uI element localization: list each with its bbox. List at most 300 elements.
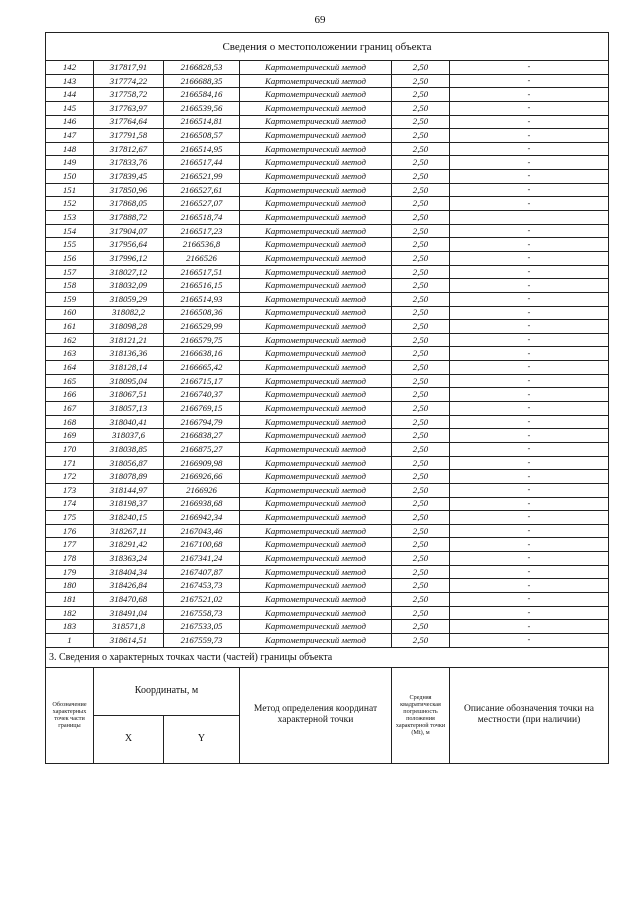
- accuracy: 2,50: [392, 347, 450, 361]
- accuracy: 2,50: [392, 524, 450, 538]
- accuracy: 2,50: [392, 565, 450, 579]
- coord-y: 2167521,02: [164, 592, 240, 606]
- point-number: 156: [46, 251, 94, 265]
- description: -: [450, 552, 609, 566]
- coord-x: 318491,04: [94, 606, 164, 620]
- method: Картометрический метод: [240, 374, 392, 388]
- table-row: [46, 61, 609, 75]
- description: -: [450, 265, 609, 279]
- accuracy: 2,50: [392, 211, 450, 225]
- coord-x: 317763,97: [94, 101, 164, 115]
- method: Картометрический метод: [240, 415, 392, 429]
- coord-x: 318198,37: [94, 497, 164, 511]
- method: Картометрический метод: [240, 101, 392, 115]
- coord-y: 2166521,99: [164, 170, 240, 184]
- point-number: 174: [46, 497, 94, 511]
- coord-y: 2167043,46: [164, 524, 240, 538]
- table-row: [46, 456, 609, 470]
- coord-x: 318032,09: [94, 279, 164, 293]
- point-number: 167: [46, 402, 94, 416]
- coord-y: 2166517,23: [164, 224, 240, 238]
- description: -: [450, 61, 609, 75]
- accuracy: 2,50: [392, 374, 450, 388]
- accuracy: 2,50: [392, 633, 450, 647]
- table-row: [46, 292, 609, 306]
- header-coordinates: Координаты, м: [94, 667, 240, 715]
- table-row: [46, 402, 609, 416]
- coord-y: 2166794,79: [164, 415, 240, 429]
- method: Картометрический метод: [240, 552, 392, 566]
- coord-y: 2166516,15: [164, 279, 240, 293]
- coord-y: 2166584,16: [164, 88, 240, 102]
- method: Картометрический метод: [240, 388, 392, 402]
- method: Картометрический метод: [240, 497, 392, 511]
- method: Картометрический метод: [240, 592, 392, 606]
- table-row: [46, 238, 609, 252]
- accuracy: 2,50: [392, 115, 450, 129]
- coord-y: 2166539,56: [164, 101, 240, 115]
- coord-x: 318291,42: [94, 538, 164, 552]
- description: -: [450, 633, 609, 647]
- accuracy: 2,50: [392, 251, 450, 265]
- boundary-table: [45, 32, 609, 648]
- table-row: [46, 538, 609, 552]
- accuracy: 2,50: [392, 606, 450, 620]
- description: -: [450, 388, 609, 402]
- point-number: 144: [46, 88, 94, 102]
- coord-y: 2166514,93: [164, 292, 240, 306]
- accuracy: 2,50: [392, 197, 450, 211]
- coord-x: 318038,85: [94, 442, 164, 456]
- table-title: Сведения о местоположении границ объекта: [46, 33, 609, 61]
- accuracy: 2,50: [392, 142, 450, 156]
- coord-y: 2166740,37: [164, 388, 240, 402]
- table-row: [46, 565, 609, 579]
- description: -: [450, 579, 609, 593]
- method: Картометрический метод: [240, 224, 392, 238]
- coord-x: 317956,64: [94, 238, 164, 252]
- coord-y: 2167341,24: [164, 552, 240, 566]
- table-row: [46, 320, 609, 334]
- table-row: [46, 361, 609, 375]
- point-number: 150: [46, 170, 94, 184]
- point-number: 170: [46, 442, 94, 456]
- method: Картометрический метод: [240, 238, 392, 252]
- coord-y: 2166938,68: [164, 497, 240, 511]
- coord-x: 317791,58: [94, 129, 164, 143]
- point-number: 142: [46, 61, 94, 75]
- coord-y: 2166527,07: [164, 197, 240, 211]
- table-row: [46, 265, 609, 279]
- description: -: [450, 224, 609, 238]
- point-number: 162: [46, 333, 94, 347]
- point-number: 153: [46, 211, 94, 225]
- coord-y: 2166909,98: [164, 456, 240, 470]
- coord-y: 2166769,15: [164, 402, 240, 416]
- point-number: 159: [46, 292, 94, 306]
- point-number: 178: [46, 552, 94, 566]
- table-row: [46, 224, 609, 238]
- coord-y: 2167100,68: [164, 538, 240, 552]
- point-number: 161: [46, 320, 94, 334]
- point-number: 143: [46, 74, 94, 88]
- point-number: 151: [46, 183, 94, 197]
- point-number: 154: [46, 224, 94, 238]
- accuracy: 2,50: [392, 292, 450, 306]
- description: -: [450, 402, 609, 416]
- coord-x: 317812,67: [94, 142, 164, 156]
- description: -: [450, 156, 609, 170]
- method: Картометрический метод: [240, 211, 392, 225]
- accuracy: 2,50: [392, 320, 450, 334]
- table-row: [46, 633, 609, 647]
- method: Картометрический метод: [240, 61, 392, 75]
- point-number: 164: [46, 361, 94, 375]
- point-number: 179: [46, 565, 94, 579]
- method: Картометрический метод: [240, 170, 392, 184]
- point-number: 175: [46, 511, 94, 525]
- table-row: [46, 347, 609, 361]
- coord-x: 317774,22: [94, 74, 164, 88]
- method: Картометрический метод: [240, 279, 392, 293]
- point-number: 180: [46, 579, 94, 593]
- table-row: [46, 483, 609, 497]
- accuracy: 2,50: [392, 183, 450, 197]
- description: -: [450, 347, 609, 361]
- table-row: [46, 429, 609, 443]
- point-number: 176: [46, 524, 94, 538]
- coord-x: 318059,29: [94, 292, 164, 306]
- coord-x: 318363,24: [94, 552, 164, 566]
- accuracy: 2,50: [392, 279, 450, 293]
- accuracy: 2,50: [392, 470, 450, 484]
- coord-y: 2166926: [164, 483, 240, 497]
- coord-y: 2167533,05: [164, 620, 240, 634]
- method: Картометрический метод: [240, 470, 392, 484]
- point-number: 158: [46, 279, 94, 293]
- coord-x: 318571,8: [94, 620, 164, 634]
- table-row: [46, 101, 609, 115]
- accuracy: 2,50: [392, 156, 450, 170]
- accuracy: 2,50: [392, 61, 450, 75]
- table-row: [46, 279, 609, 293]
- method: Картометрический метод: [240, 606, 392, 620]
- accuracy: 2,50: [392, 442, 450, 456]
- coord-x: 317996,12: [94, 251, 164, 265]
- accuracy: 2,50: [392, 415, 450, 429]
- coord-x: 318082,2: [94, 306, 164, 320]
- accuracy: 2,50: [392, 592, 450, 606]
- point-number: 165: [46, 374, 94, 388]
- method: Картометрический метод: [240, 265, 392, 279]
- coord-x: 318098,28: [94, 320, 164, 334]
- coord-x: 318056,87: [94, 456, 164, 470]
- coord-x: 318470,68: [94, 592, 164, 606]
- table-row: [46, 579, 609, 593]
- accuracy: 2,50: [392, 402, 450, 416]
- accuracy: 2,50: [392, 306, 450, 320]
- description: -: [450, 524, 609, 538]
- header-description: Описание обозначения точки на местности (при наличии): [450, 667, 609, 763]
- method: Картометрический метод: [240, 620, 392, 634]
- method: Картометрический метод: [240, 511, 392, 525]
- table-row: [46, 592, 609, 606]
- description: -: [450, 238, 609, 252]
- table-row: [46, 129, 609, 143]
- coord-x: 318267,11: [94, 524, 164, 538]
- accuracy: 2,50: [392, 238, 450, 252]
- coord-y: 2166517,44: [164, 156, 240, 170]
- coord-x: 318037,6: [94, 429, 164, 443]
- coord-y: 2166514,95: [164, 142, 240, 156]
- description: -: [450, 170, 609, 184]
- description: -: [450, 320, 609, 334]
- method: Картометрический метод: [240, 633, 392, 647]
- description: -: [450, 115, 609, 129]
- point-number: 166: [46, 388, 94, 402]
- coord-y: 2166529,99: [164, 320, 240, 334]
- table-row: [46, 115, 609, 129]
- point-number: 169: [46, 429, 94, 443]
- description: -: [450, 306, 609, 320]
- header-x: X: [94, 715, 164, 763]
- method: Картометрический метод: [240, 156, 392, 170]
- description: -: [450, 374, 609, 388]
- description: -: [450, 511, 609, 525]
- table-row: [46, 442, 609, 456]
- coord-x: 317904,07: [94, 224, 164, 238]
- accuracy: 2,50: [392, 456, 450, 470]
- coord-x: 318404,34: [94, 565, 164, 579]
- table-row: [46, 74, 609, 88]
- method: Картометрический метод: [240, 565, 392, 579]
- table-row: [46, 142, 609, 156]
- table-row: [46, 388, 609, 402]
- description: -: [450, 470, 609, 484]
- description: -: [450, 279, 609, 293]
- coord-x: 317839,45: [94, 170, 164, 184]
- coord-y: 2166875,27: [164, 442, 240, 456]
- table-row: [46, 251, 609, 265]
- table-row: [46, 211, 609, 225]
- coord-y: 2166517,51: [164, 265, 240, 279]
- point-number: 163: [46, 347, 94, 361]
- method: Картометрический метод: [240, 442, 392, 456]
- accuracy: 2,50: [392, 88, 450, 102]
- method: Картометрический метод: [240, 456, 392, 470]
- coord-y: 2166838,27: [164, 429, 240, 443]
- table-row: [46, 470, 609, 484]
- description: -: [450, 620, 609, 634]
- description: -: [450, 251, 609, 265]
- table-row: [46, 374, 609, 388]
- coord-x: 317817,91: [94, 61, 164, 75]
- method: Картометрический метод: [240, 347, 392, 361]
- coord-x: 317850,96: [94, 183, 164, 197]
- header-point-designation: Обозначение характерных точек части границы: [46, 667, 94, 763]
- accuracy: 2,50: [392, 620, 450, 634]
- coord-y: 2166926,66: [164, 470, 240, 484]
- method: Картометрический метод: [240, 429, 392, 443]
- method: Картометрический метод: [240, 197, 392, 211]
- method: Картометрический метод: [240, 320, 392, 334]
- table-row: [46, 197, 609, 211]
- point-number: 181: [46, 592, 94, 606]
- coord-x: 317758,72: [94, 88, 164, 102]
- accuracy: 2,50: [392, 224, 450, 238]
- description: -: [450, 483, 609, 497]
- method: Картометрический метод: [240, 88, 392, 102]
- description: -: [450, 333, 609, 347]
- method: Картометрический метод: [240, 333, 392, 347]
- coord-y: 2166526: [164, 251, 240, 265]
- coord-y: 2166665,42: [164, 361, 240, 375]
- coord-x: 318078,89: [94, 470, 164, 484]
- method: Картометрический метод: [240, 183, 392, 197]
- description: -: [450, 429, 609, 443]
- point-number: 160: [46, 306, 94, 320]
- table-row: [46, 183, 609, 197]
- point-number: 173: [46, 483, 94, 497]
- coord-x: 318027,12: [94, 265, 164, 279]
- table-row: [46, 620, 609, 634]
- method: Картометрический метод: [240, 483, 392, 497]
- coord-x: 318426,84: [94, 579, 164, 593]
- description: -: [450, 74, 609, 88]
- coord-y: 2166508,36: [164, 306, 240, 320]
- coord-y: 2167558,73: [164, 606, 240, 620]
- header-y: Y: [164, 715, 240, 763]
- description: -: [450, 565, 609, 579]
- method: Картометрический метод: [240, 129, 392, 143]
- description: -: [450, 415, 609, 429]
- accuracy: 2,50: [392, 129, 450, 143]
- coord-y: 2166536,8: [164, 238, 240, 252]
- accuracy: 2,50: [392, 74, 450, 88]
- table-row: [46, 552, 609, 566]
- method: Картометрический метод: [240, 306, 392, 320]
- point-number: 152: [46, 197, 94, 211]
- method: Картометрический метод: [240, 579, 392, 593]
- accuracy: 2,50: [392, 552, 450, 566]
- description: -: [450, 361, 609, 375]
- document-frame: [45, 32, 608, 764]
- coord-x: 318240,15: [94, 511, 164, 525]
- point-number: 168: [46, 415, 94, 429]
- table-row: [46, 511, 609, 525]
- coord-x: 317868,05: [94, 197, 164, 211]
- table-row: [46, 497, 609, 511]
- coord-y: 2166508,57: [164, 129, 240, 143]
- header-method: Метод определения координат характерной точки: [240, 667, 392, 763]
- description: -: [450, 592, 609, 606]
- coord-y: 2166828,53: [164, 61, 240, 75]
- description: -: [450, 142, 609, 156]
- accuracy: 2,50: [392, 429, 450, 443]
- description: -: [450, 183, 609, 197]
- description: -: [450, 456, 609, 470]
- point-number: 177: [46, 538, 94, 552]
- point-number: 171: [46, 456, 94, 470]
- accuracy: 2,50: [392, 538, 450, 552]
- coord-x: 318128,14: [94, 361, 164, 375]
- description: -: [450, 497, 609, 511]
- coord-y: 2166942,34: [164, 511, 240, 525]
- accuracy: 2,50: [392, 483, 450, 497]
- accuracy: 2,50: [392, 497, 450, 511]
- accuracy: 2,50: [392, 511, 450, 525]
- table-row: [46, 524, 609, 538]
- method: Картометрический метод: [240, 142, 392, 156]
- method: Картометрический метод: [240, 251, 392, 265]
- point-number: 148: [46, 142, 94, 156]
- method: Картометрический метод: [240, 538, 392, 552]
- coord-y: 2167559,73: [164, 633, 240, 647]
- point-number: 183: [46, 620, 94, 634]
- method: Картометрический метод: [240, 361, 392, 375]
- coord-x: 318057,13: [94, 402, 164, 416]
- table-row: [46, 156, 609, 170]
- table-row: [46, 306, 609, 320]
- coord-y: 2167407,87: [164, 565, 240, 579]
- section3-title: 3. Сведения о характерных точках части (частей) границы объекта: [46, 647, 609, 667]
- coord-y: 2167453,73: [164, 579, 240, 593]
- point-number: 182: [46, 606, 94, 620]
- description: -: [450, 101, 609, 115]
- method: Картометрический метод: [240, 292, 392, 306]
- coord-x: 318121,21: [94, 333, 164, 347]
- accuracy: 2,50: [392, 265, 450, 279]
- point-number: 145: [46, 101, 94, 115]
- coord-x: 317833,76: [94, 156, 164, 170]
- point-number: 146: [46, 115, 94, 129]
- accuracy: 2,50: [392, 361, 450, 375]
- description: -: [450, 292, 609, 306]
- coord-y: 2166715,17: [164, 374, 240, 388]
- page-number: 69: [314, 14, 326, 26]
- section3-table: [45, 647, 609, 764]
- description: -: [450, 442, 609, 456]
- method: Картометрический метод: [240, 74, 392, 88]
- point-number: 172: [46, 470, 94, 484]
- coord-x: 317764,64: [94, 115, 164, 129]
- accuracy: 2,50: [392, 579, 450, 593]
- point-number: 147: [46, 129, 94, 143]
- table-row: [46, 88, 609, 102]
- coord-y: 2166514,81: [164, 115, 240, 129]
- description: -: [450, 197, 609, 211]
- coord-y: 2166527,61: [164, 183, 240, 197]
- description: -: [450, 88, 609, 102]
- coord-x: 318136,36: [94, 347, 164, 361]
- description: -: [450, 606, 609, 620]
- coord-x: 318614,51: [94, 633, 164, 647]
- coord-y: 2166688,35: [164, 74, 240, 88]
- accuracy: 2,50: [392, 101, 450, 115]
- table-row: [46, 170, 609, 184]
- header-accuracy: Средняя квадратическая погрешность положения характерной точки (Mt), м: [392, 667, 450, 763]
- coord-y: 2166518,74: [164, 211, 240, 225]
- description: [450, 211, 609, 225]
- point-number: 155: [46, 238, 94, 252]
- table-row: [46, 333, 609, 347]
- coord-x: 318144,97: [94, 483, 164, 497]
- description: -: [450, 129, 609, 143]
- coord-x: 317888,72: [94, 211, 164, 225]
- point-number: 149: [46, 156, 94, 170]
- method: Картометрический метод: [240, 402, 392, 416]
- table-row: [46, 415, 609, 429]
